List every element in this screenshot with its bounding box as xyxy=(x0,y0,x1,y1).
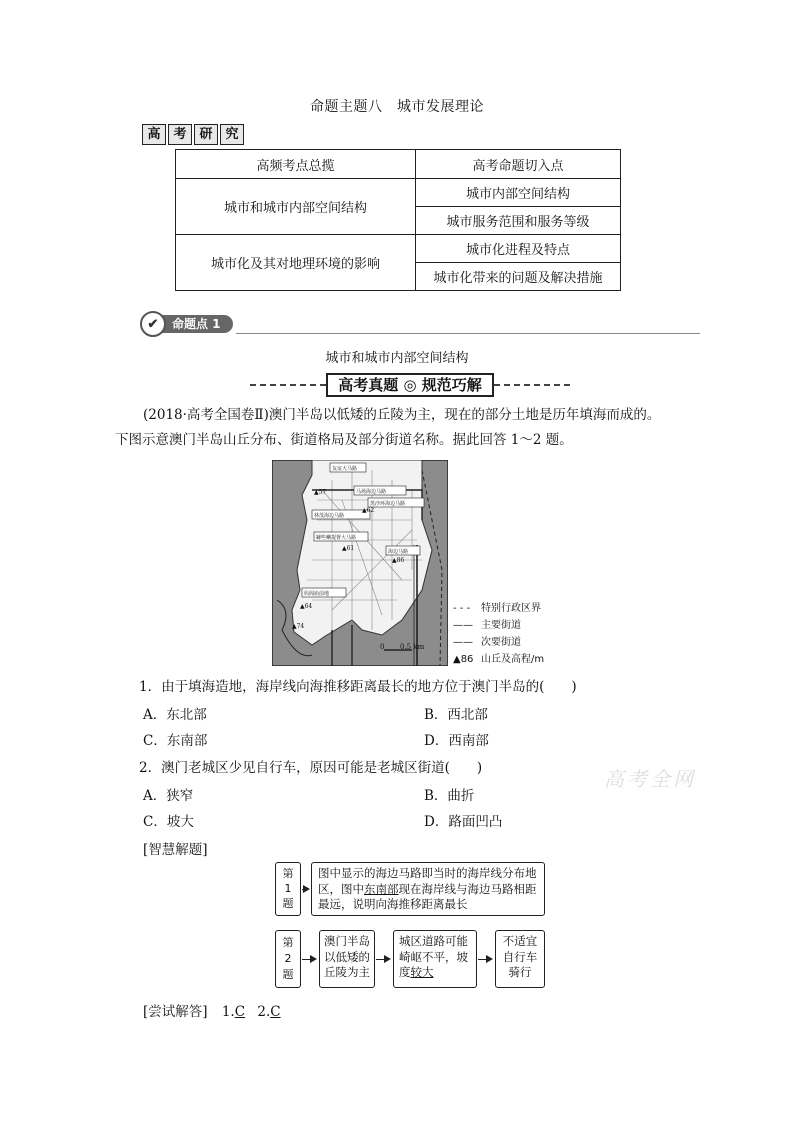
street-label: 友谊大马路 xyxy=(332,466,358,472)
macau-map xyxy=(272,460,448,666)
option: A．东北部 xyxy=(143,707,207,723)
option: B．曲折 xyxy=(424,788,475,804)
flow-tag: 第 1 题 xyxy=(275,862,301,916)
hill-label: ▲61 xyxy=(342,545,355,552)
intro-source: (2018·高考全国卷Ⅱ) xyxy=(143,407,269,423)
banner-dash xyxy=(494,384,570,386)
proposition-ribbon xyxy=(140,313,233,335)
ribbon-label: 命题点 1 xyxy=(158,315,233,333)
page-title: 命题主题八 城市发展理论 xyxy=(310,99,484,115)
badge-char: 研 xyxy=(194,124,218,145)
summary-table xyxy=(175,149,621,291)
legend-item: —— 次要街道 xyxy=(453,637,521,648)
analysis-label: [智慧解题] xyxy=(143,842,208,858)
banner xyxy=(250,374,570,396)
table-cell-point: 城市内部空间结构 xyxy=(416,179,621,207)
option: D．西南部 xyxy=(424,733,489,749)
badge-char: 考 xyxy=(168,124,192,145)
answer-1: C xyxy=(234,1004,246,1020)
street-label: 马场海边马路 xyxy=(356,489,387,495)
table-header: 高考命题切入点 xyxy=(416,150,621,179)
street-label: 妈阁庙前地 xyxy=(304,591,330,597)
flow2-step1: 澳门半岛以低矮的丘陵为主 xyxy=(319,930,375,988)
legend-item: - - - 特别行政区界 xyxy=(453,603,541,614)
question-1-stem: 1．由于填海造地，海岸线向海推移距离最长的地方位于澳门半岛的( ) xyxy=(139,679,577,695)
table-cell-topic: 城市化及其对地理环境的影响 xyxy=(176,235,416,291)
question-2-stem: 2．澳门老城区少见自行车，原因可能是老城区街道( ) xyxy=(139,760,483,776)
flow2-step3: 不适宜自行车骑行 xyxy=(495,930,545,988)
hill-label: ▲57 xyxy=(314,489,327,496)
option: C．坡大 xyxy=(143,814,194,830)
answer-line: [尝试解答] 1.C 2.C xyxy=(143,1004,281,1020)
hill-label: ▲74 xyxy=(292,623,305,630)
flow-arrow xyxy=(478,959,491,960)
legend-item: ▲86 山丘及高程/m xyxy=(453,654,545,665)
flow1-text: 图中显示的海边马路即当时的海岸线分布地区，图中东南部现在海岸线与海边马路相距最远，说明向海推移距离最长 xyxy=(311,862,545,916)
flow-arrow xyxy=(376,959,389,960)
section-title: 城市和城市内部空间结构 xyxy=(325,351,469,366)
flow-arrow xyxy=(302,889,308,890)
answer-2: C xyxy=(270,1004,281,1020)
street-label: 林茂海边马路 xyxy=(314,513,345,519)
flow-tag: 第 2 题 xyxy=(275,930,301,988)
badge-char: 究 xyxy=(220,124,244,145)
street-label: 黑沙环海边马路 xyxy=(370,501,406,507)
intro-line2: 下图示意澳门半岛山丘分布、街道格局及部分街道名称。据此回答 1～2 题。 xyxy=(115,432,573,448)
divider xyxy=(236,333,700,334)
section-badge xyxy=(142,124,244,145)
scale-zero: 0 xyxy=(380,643,385,651)
table-header: 高频考点总揽 xyxy=(176,150,416,179)
table-cell-topic: 城市和城市内部空间结构 xyxy=(176,179,416,235)
scale-label: 0.5 km xyxy=(400,643,425,651)
flow-arrow xyxy=(302,959,315,960)
option: B．西北部 xyxy=(424,707,488,723)
intro-paragraph xyxy=(115,403,695,453)
hill-label: ▲64 xyxy=(300,603,313,610)
intro-line1: 澳门半岛以低矮的丘陵为主，现在的部分土地是历年填海而成的。 xyxy=(268,407,661,423)
banner-dash xyxy=(250,384,326,386)
flow2-step2: 城区道路可能崎岖不平，坡度较大 xyxy=(393,930,477,988)
street-label: 海边马路 xyxy=(388,549,409,555)
hill-label: ▲62 xyxy=(362,507,375,514)
option: D．路面凹凸 xyxy=(424,814,503,830)
badge-char: 高 xyxy=(142,124,166,145)
legend-item: —— 主要街道 xyxy=(453,620,521,631)
watermark: 高考全网 xyxy=(604,767,696,791)
banner-label: 高考真题 ◎ 规范巧解 xyxy=(326,373,494,397)
answer-label: [尝试解答] xyxy=(143,1004,208,1020)
street-label: 罅些喇提督大马路 xyxy=(316,535,357,541)
hill-label: ▲86 xyxy=(392,557,405,564)
option: A．狭窄 xyxy=(143,788,194,804)
table-cell-point: 城市化进程及特点 xyxy=(416,235,621,263)
table-cell-point: 城市服务范围和服务等级 xyxy=(416,207,621,235)
check-icon: ✔ xyxy=(140,311,166,337)
option: C．东南部 xyxy=(143,733,208,749)
map-legend xyxy=(453,600,544,668)
table-cell-point: 城市化带来的问题及解决措施 xyxy=(416,263,621,291)
